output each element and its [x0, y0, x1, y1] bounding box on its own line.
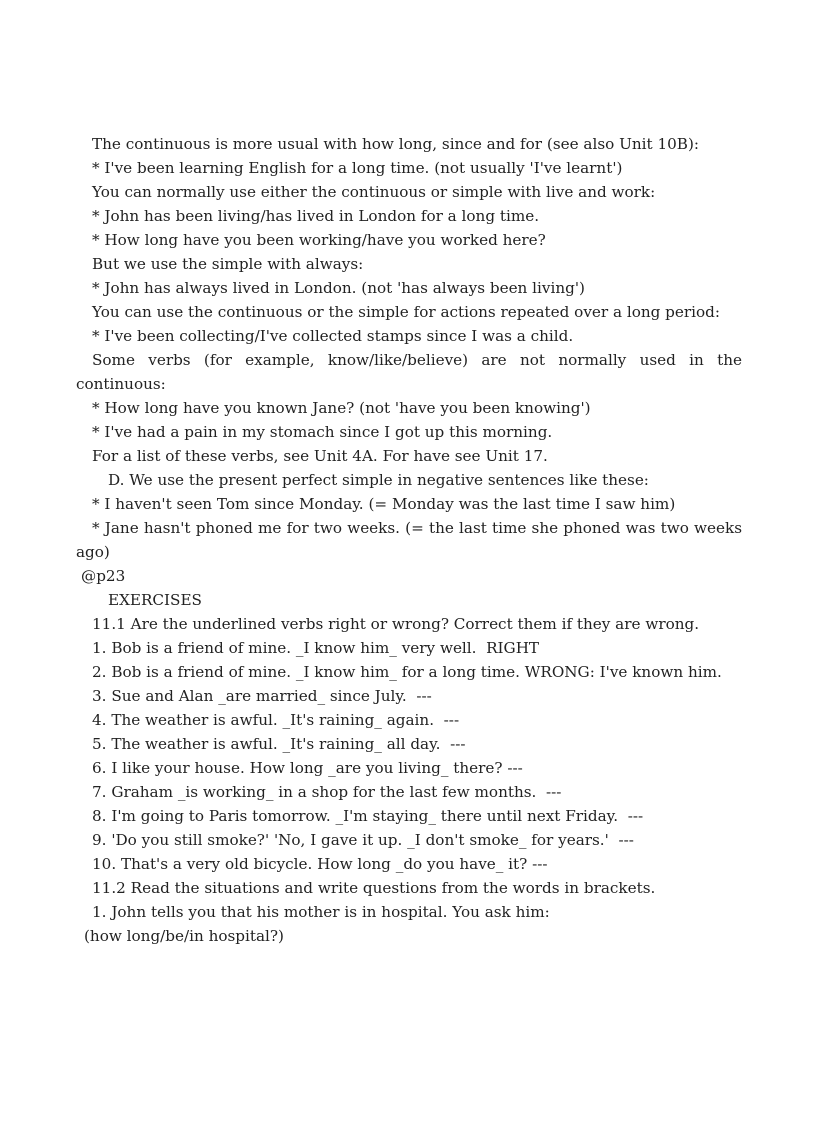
- paragraph-line: For a list of these verbs, see Unit 4A. For have see Unit 17.: [92, 447, 548, 465]
- exercise-item: 8. I'm going to Paris tomorrow. _I'm staying_ there until next Friday. ---: [92, 807, 644, 825]
- exercises-heading: EXERCISES: [108, 591, 202, 609]
- exercise-instruction: 11.1 Are the underlined verbs right or wrong? Correct them if they are wrong.: [92, 615, 700, 633]
- example-line: * How long have you known Jane? (not 'have you been knowing'): [92, 399, 591, 417]
- paragraph-line: You can use the continuous or the simple for actions repeated over a long period:: [92, 303, 720, 321]
- exercise-item: 10. That's a very old bicycle. How long _do you have_ it? ---: [92, 855, 548, 873]
- example-line: * John has been living/has lived in London for a long time.: [92, 207, 540, 225]
- section-heading: D. We use the present perfect simple in negative sentences like these:: [108, 471, 649, 489]
- page-marker: @p23: [81, 567, 126, 585]
- exercise-item: 1. Bob is a friend of mine. _I know him_ very well. RIGHT: [92, 639, 540, 657]
- exercise-item: 7. Graham _is working_ in a shop for the last few months. ---: [92, 783, 562, 801]
- exercise-instruction: 11.2 Read the situations and write questions from the words in brackets.: [92, 879, 656, 897]
- exercise-item: 4. The weather is awful. _It's raining_ again. ---: [92, 711, 460, 729]
- paragraph-line: Some verbs (for example, know/like/believe) are not normally used in the continuous:: [76, 351, 742, 393]
- example-line: * I've been learning English for a long time. (not usually 'I've learnt'): [92, 159, 623, 177]
- paragraph-line: You can normally use either the continuous or simple with live and work:: [92, 183, 656, 201]
- example-line: * I've been collecting/I've collected stamps since I was a child.: [92, 327, 574, 345]
- paragraph-line: But we use the simple with always:: [92, 255, 364, 273]
- exercise-item: 6. I like your house. How long _are you living_ there? ---: [92, 759, 523, 777]
- exercise-prompt: (how long/be/in hospital?): [84, 927, 284, 945]
- example-line: * I've had a pain in my stomach since I got up this morning.: [92, 423, 553, 441]
- example-line: * John has always lived in London. (not 'has always been living'): [92, 279, 585, 297]
- example-line: * I haven't seen Tom since Monday. (= Monday was the last time I saw him): [92, 495, 676, 513]
- exercise-item: 1. John tells you that his mother is in hospital. You ask him:: [92, 903, 550, 921]
- exercise-item: 3. Sue and Alan _are married_ since July. ---: [92, 687, 432, 705]
- document-body: [76, 132, 742, 948]
- example-line: * How long have you been working/have you worked here?: [92, 231, 546, 249]
- example-line: * Jane hasn't phoned me for two weeks. (= the last time she phoned was two weeks ago): [76, 519, 742, 561]
- paragraph-line: The continuous is more usual with how long, since and for (see also Unit 10B):: [92, 135, 699, 153]
- exercise-item: 2. Bob is a friend of mine. _I know him_ for a long time. WRONG: I've known him.: [92, 663, 722, 681]
- exercise-item: 5. The weather is awful. _It's raining_ all day. ---: [92, 735, 466, 753]
- exercise-item: 9. 'Do you still smoke?' 'No, I gave it up. _I don't smoke_ for years.' ---: [92, 831, 634, 849]
